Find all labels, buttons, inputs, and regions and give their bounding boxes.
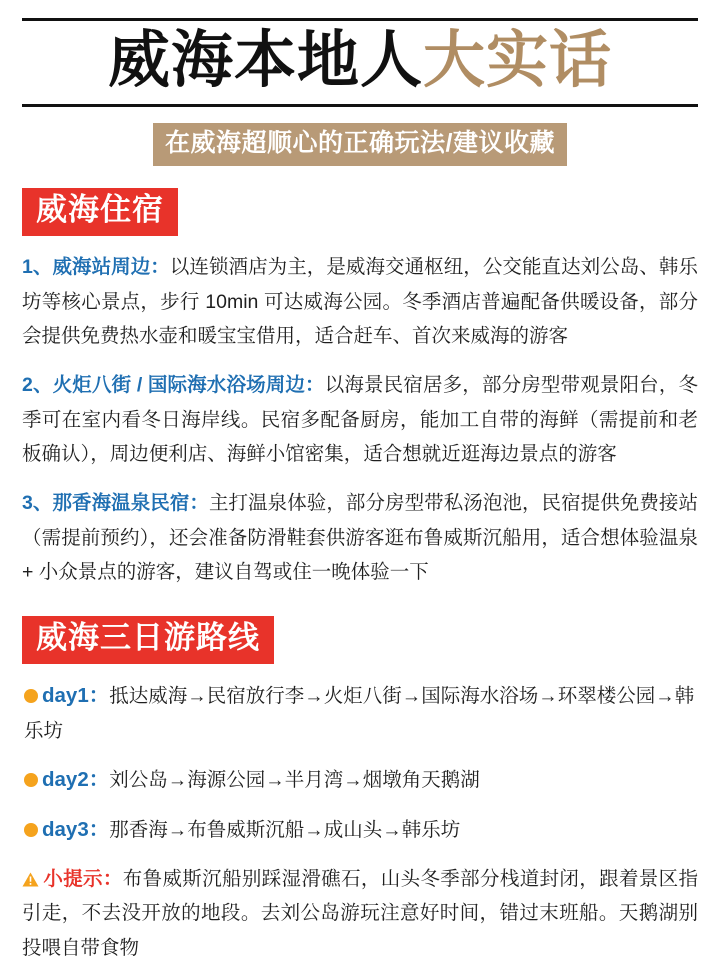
- accommodation-item-1: [22, 250, 698, 354]
- accommodation-item-3-body: 主打温泉体验，部分房型带私汤泡池，民宿提供免费接站（需提前预约），还会准备防滑鞋套供游客逛布鲁威斯沉船用，适合想体验温泉 + 小众景点的游客，建议自驾或住一晚体验一下: [22, 492, 698, 584]
- route-day-1-path: 抵达威海→民宿放行李→火炬八街→国际海水浴场→环翠楼公园→韩乐坊: [24, 684, 695, 742]
- route-tip-label: 小提示：: [43, 867, 123, 890]
- accommodation-item-1-body: 以连锁酒店为主，是威海交通枢纽，公交能直达刘公岛、韩乐坊等核心景点，步行 10min 可达威海公园。冬季酒店普遍配备供暖设备，部分会提供免费热水壶和暖宝宝借用，适合赶车、首次来威海的游客: [22, 255, 698, 348]
- route-day-3-label: day3：: [42, 817, 110, 841]
- route-day-2: [22, 762, 698, 798]
- accommodation-item-2: [22, 368, 698, 472]
- section-heading-route: 威海三日游路线: [22, 616, 274, 664]
- accommodation-item-2-lead: 2、火炬八街 / 国际海水浴场周边：: [22, 373, 325, 396]
- route-day-2-label: day2：: [42, 767, 110, 791]
- route-day-3-path: 那香海→布鲁威斯沉船→成山头→韩乐坊: [109, 818, 461, 841]
- accommodation-item-1-lead: 1、威海站周边：: [22, 255, 170, 278]
- route-day-1: [22, 678, 698, 748]
- bullet-dot-icon: [24, 773, 38, 787]
- subtitle-banner-wrap: [22, 123, 698, 166]
- accommodation-item-2-body: 以海景民宿居多，部分房型带观景阳台，冬季可在室内看冬日海岸线。民宿多配备厨房，能加工自带的海鲜（需提前和老板确认），周边便利店、海鲜小馆密集，适合想就近逛海边景点的游客: [22, 373, 698, 466]
- section-heading-accommodation: 威海住宿: [22, 188, 178, 236]
- bullet-dot-icon: [24, 823, 38, 837]
- route-tip-body: 布鲁威斯沉船别踩湿滑礁石，山头冬季部分栈道封闭，跟着景区指引走，不去没开放的地段。去刘公岛游玩注意好时间，错过末班船。天鹅湖别投喂自带食物: [22, 867, 698, 959]
- bullet-dot-icon: [24, 689, 38, 703]
- masthead: [22, 18, 698, 107]
- accommodation-item-3: [22, 486, 698, 590]
- route-tip: [22, 862, 698, 966]
- route-day-2-path: 刘公岛→海源公园→半月湾→烟墩角天鹅湖: [109, 768, 480, 791]
- masthead-title: [22, 23, 698, 96]
- masthead-title-tan: 大实话: [423, 23, 613, 96]
- accommodation-item-3-lead: 3、那香海温泉民宿：: [22, 492, 209, 515]
- note-page: [0, 18, 720, 980]
- subtitle-banner: 在威海超顺心的正确玩法/建议收藏: [153, 123, 567, 166]
- warning-triangle-icon: [22, 864, 39, 879]
- masthead-title-black: 威海本地人: [107, 23, 423, 96]
- route-day-1-label: day1：: [42, 683, 110, 707]
- route-day-3: [22, 812, 698, 848]
